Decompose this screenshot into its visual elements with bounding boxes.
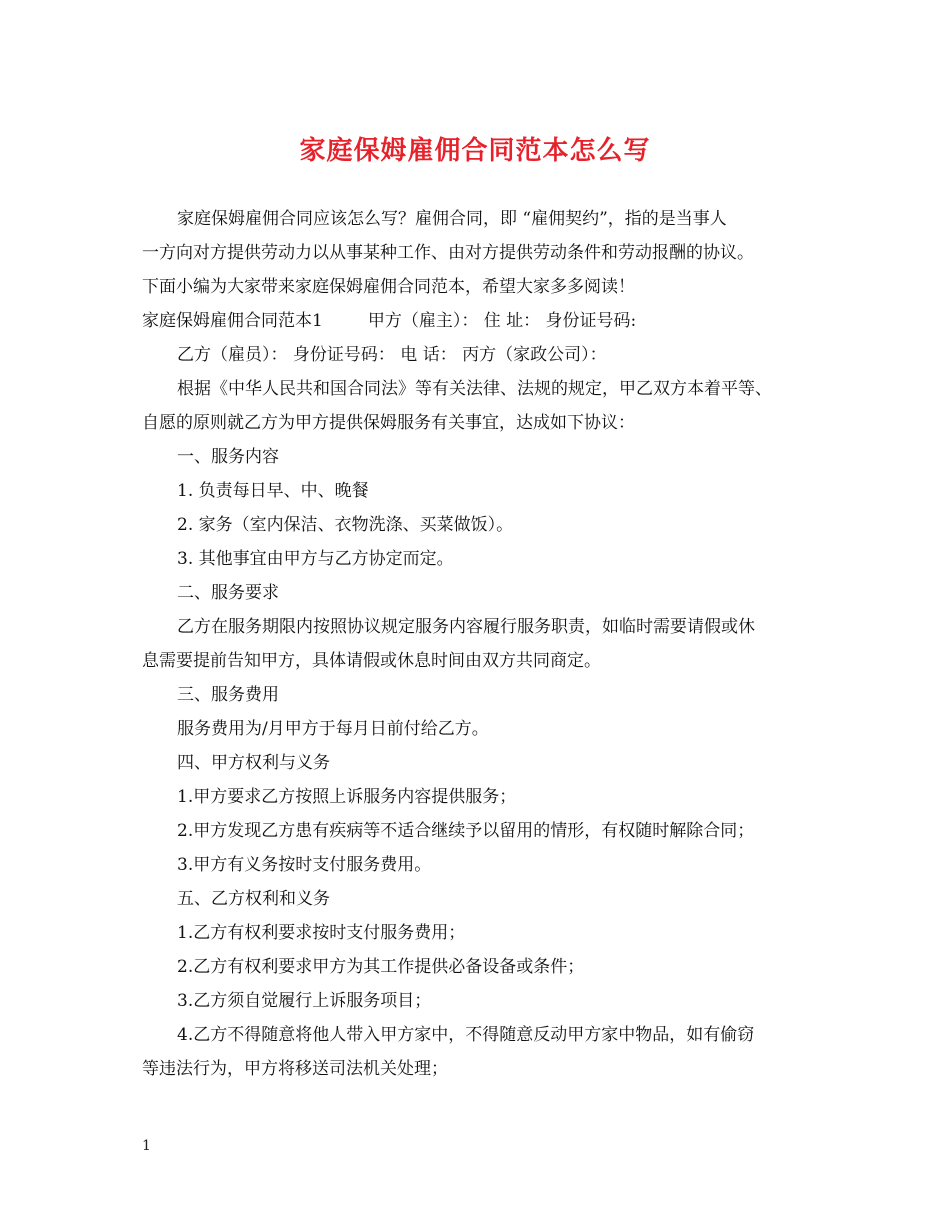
section-heading: 二、服务要求 (177, 583, 279, 603)
list-item: 2. 家务（室内保洁、衣物洗涤、买菜做饭）。 (177, 515, 514, 535)
list-item: 3.乙方须自觉履行上诉服务项目； (177, 991, 432, 1011)
paragraph-line: 下面小编为大家带来家庭保姆雇佣合同范本，希望大家多多阅读！ (142, 277, 635, 297)
sample-heading: 家庭保姆雇佣合同范本1 (142, 311, 323, 331)
paragraph-line (142, 304, 832, 338)
paragraph-line: 服务费用为/月甲方于每月日前付给乙方。 (177, 719, 489, 739)
list-item: 3. 其他事宜由甲方与乙方协定而定。 (177, 549, 454, 569)
party-a-fields: 甲方（雇主）： 住 址： 身份证号码: (367, 311, 637, 331)
document-title: 家庭保姆雇佣合同范本怎么写 (299, 136, 651, 166)
paragraph-line: 一方向对方提供劳动力以从事某种工作、由对方提供劳动条件和劳动报酬的协议。 (142, 243, 754, 263)
list-item: 2.乙方有权利要求甲方为其工作提供必备设备或条件； (177, 957, 585, 977)
paragraph-line: 乙方在服务期限内按照协议规定服务内容履行服务职责，如临时需要请假或休 (177, 617, 755, 637)
section-heading: 四、甲方权利与义务 (177, 753, 330, 773)
list-item: 3.甲方有义务按时支付服务费用。 (177, 855, 432, 875)
list-item: 1.乙方有权利要求按时支付服务费用； (177, 923, 466, 943)
paragraph-line: 家庭保姆雇佣合同应该怎么写？雇佣合同，即 “雇佣契约”，指的是当事人 (177, 209, 727, 229)
page-number: 1 (142, 1138, 151, 1154)
list-item: 4.乙方不得随意将他人带入甲方家中，不得随意反动甲方家中物品，如有偷窃 (177, 1025, 755, 1045)
list-item: 1.甲方要求乙方按照上诉服务内容提供服务； (177, 787, 517, 807)
paragraph-line: 息需要提前告知甲方，具体请假或休息时间由双方共同商定。 (142, 651, 601, 671)
paragraph-line: 根据《中华人民共和国合同法》等有关法律、法规的规定，甲乙双方本着平等、 (177, 379, 772, 399)
list-item: 1. 负责每日早、中、晚餐 (177, 481, 369, 501)
section-heading: 一、服务内容 (177, 447, 279, 467)
section-heading: 五、乙方权利和义务 (177, 889, 330, 909)
section-heading: 三、服务费用 (177, 685, 279, 705)
paragraph-line: 等违法行为，甲方将移送司法机关处理； (142, 1059, 448, 1079)
paragraph-line: 乙方（雇员）： 身份证号码： 电 话： 丙方（家政公司）： (177, 345, 607, 365)
paragraph-line: 自愿的原则就乙方为甲方提供保姆服务有关事宜，达成如下协议： (142, 413, 635, 433)
document-body (142, 202, 832, 1086)
list-item: 2.甲方发现乙方患有疾病等不适合继续予以留用的情形，有权随时解除合同； (177, 821, 755, 841)
